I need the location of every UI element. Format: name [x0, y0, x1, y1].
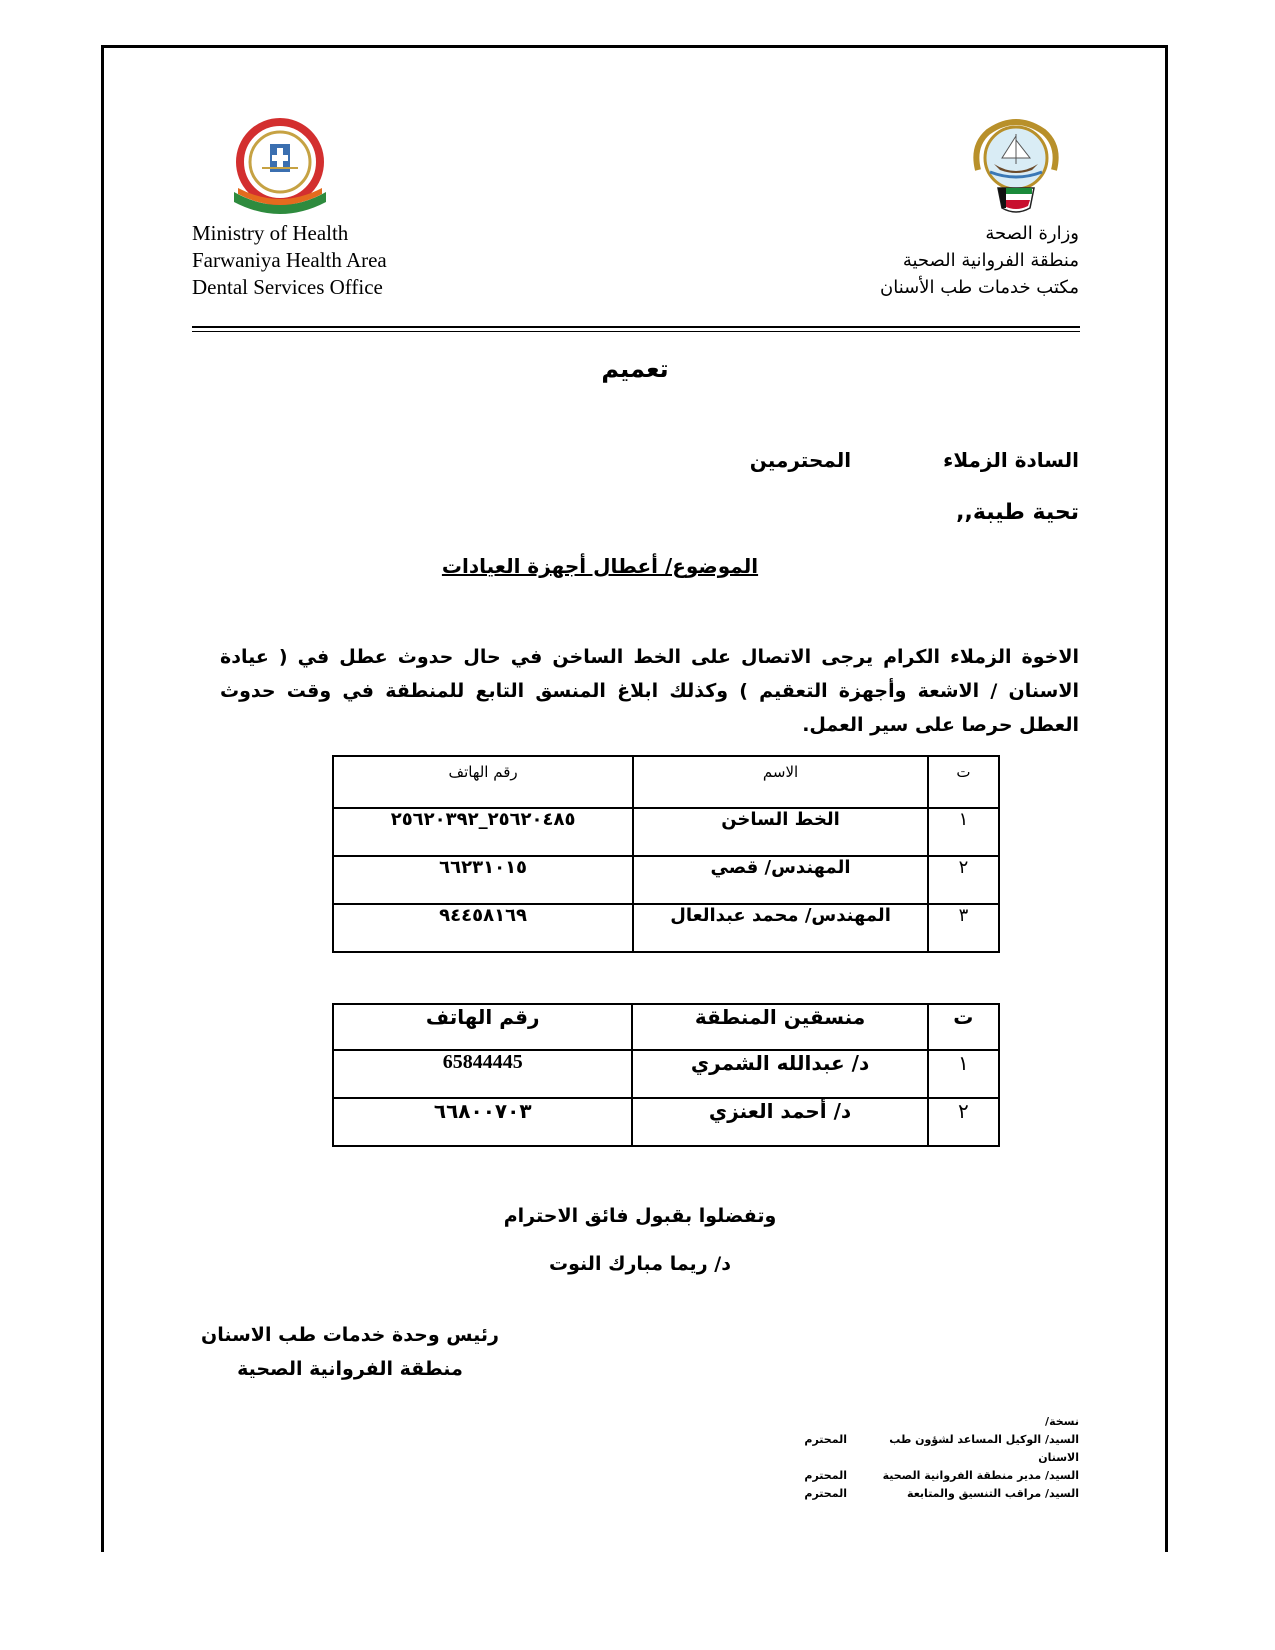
hotline-table: [332, 755, 1000, 953]
cell-name: د/ عبدالله الشمري: [632, 1050, 927, 1098]
table-header-row: [333, 756, 999, 808]
salutation: [750, 448, 1079, 472]
cell-name: الخط الساخن: [633, 808, 928, 856]
header-name: منسقين المنطقة: [632, 1004, 927, 1050]
cell-number: ٣: [928, 904, 999, 952]
farwaniya-health-logo: [228, 118, 332, 216]
body-paragraph: الاخوة الزملاء الكرام يرجى الاتصال على الخط الساخن في حال حدوث عطل في ( عيادة الاسنان / الاشعة وأجهزة التعقيم ) وكذلك ابلاغ المنسق التابع للمنطقة في وقت حدوث العطل حرصا على سير العمل.: [220, 646, 1079, 736]
header-divider: [192, 326, 1080, 328]
english-header-line-2: Farwaniya Health Area: [192, 248, 387, 272]
signatory-name: د/ ريما مبارك النوت: [549, 1253, 731, 1275]
copies-label: نسخة/: [1045, 1415, 1079, 1428]
cell-phone: ٩٤٤٥٨١٦٩: [333, 904, 633, 952]
page-border-left: [101, 45, 104, 1552]
english-header-line-3: Dental Services Office: [192, 275, 383, 299]
subject-line: [400, 554, 800, 578]
cell-number: ١: [928, 808, 999, 856]
page-border-right: [1165, 45, 1168, 1552]
salutation-addressee: السادة الزملاء: [943, 448, 1079, 472]
copy-item: [779, 1431, 1079, 1467]
greeting: تحية طيبة,,: [956, 500, 1079, 525]
table-row: [333, 856, 999, 904]
arabic-header-line-2: منطقة الفروانية الصحية: [902, 250, 1079, 271]
cell-name: المهندس/ قصي: [633, 856, 928, 904]
table-header-row: [333, 1004, 999, 1050]
closing-line: وتفضلوا بقبول فائق الاحترام: [503, 1205, 777, 1227]
copy-recipient: السيد/ مراقب التنسيق والمتابعة: [907, 1487, 1079, 1500]
cell-name: د/ أحمد العنزي: [632, 1098, 927, 1146]
document-title: تعميم: [601, 355, 669, 383]
header-number: ت: [928, 1004, 999, 1050]
cell-number: ١: [928, 1050, 999, 1098]
arabic-header-line-1: وزارة الصحة: [985, 223, 1079, 244]
table-row: [333, 1098, 999, 1146]
table-row: [333, 1050, 999, 1098]
salutation-honorific: المحترمين: [749, 448, 852, 472]
header-divider-thin: [192, 331, 1080, 332]
signatory-title-line-1: رئيس وحدة خدمات طب الاسنان: [201, 1324, 499, 1346]
cell-phone: ٦٦٨٠٠٧٠٣: [333, 1098, 632, 1146]
copy-honorific: المحترم: [804, 1433, 847, 1446]
copies-list: [779, 1413, 1079, 1503]
copy-honorific: المحترم: [804, 1469, 847, 1482]
table-row: [333, 808, 999, 856]
copy-item: [779, 1467, 1079, 1485]
cell-phone: 65844445: [333, 1050, 632, 1098]
kuwait-emblem-logo: [968, 118, 1064, 216]
cell-phone: ٢٥٦٢٠٤٨٥_٢٥٦٢٠٣٩٢: [333, 808, 633, 856]
arabic-header-line-3: مكتب خدمات طب الأسنان: [880, 277, 1079, 298]
copy-honorific: المحترم: [804, 1487, 847, 1500]
cell-name: المهندس/ محمد عبدالعال: [633, 904, 928, 952]
header-phone: رقم الهاتف: [333, 1004, 632, 1050]
header-number: ت: [928, 756, 999, 808]
header-name: الاسم: [633, 756, 928, 808]
cell-phone: ٦٦٢٣١٠١٥: [333, 856, 633, 904]
subject-text: الموضوع/ أعطال أجهزة العيادات: [441, 554, 759, 578]
english-header-line-1: Ministry of Health: [192, 221, 349, 245]
table-row: [333, 904, 999, 952]
signatory-title-line-2: منطقة الفروانية الصحية: [237, 1358, 463, 1380]
english-letterhead: [192, 220, 387, 301]
copy-item: [779, 1485, 1079, 1503]
header-phone: رقم الهاتف: [333, 756, 633, 808]
cell-number: ٢: [928, 1098, 999, 1146]
copy-recipient: السيد/ الوكيل المساعد لشؤون طب الاسنان: [889, 1433, 1079, 1464]
signatory-title: [200, 1318, 500, 1386]
arabic-letterhead: [880, 220, 1079, 301]
coordinators-table: [332, 1003, 1000, 1147]
page-border-top: [101, 45, 1168, 48]
copy-recipient: السيد/ مدير منطقة الفروانية الصحية: [882, 1469, 1079, 1482]
cell-number: ٢: [928, 856, 999, 904]
